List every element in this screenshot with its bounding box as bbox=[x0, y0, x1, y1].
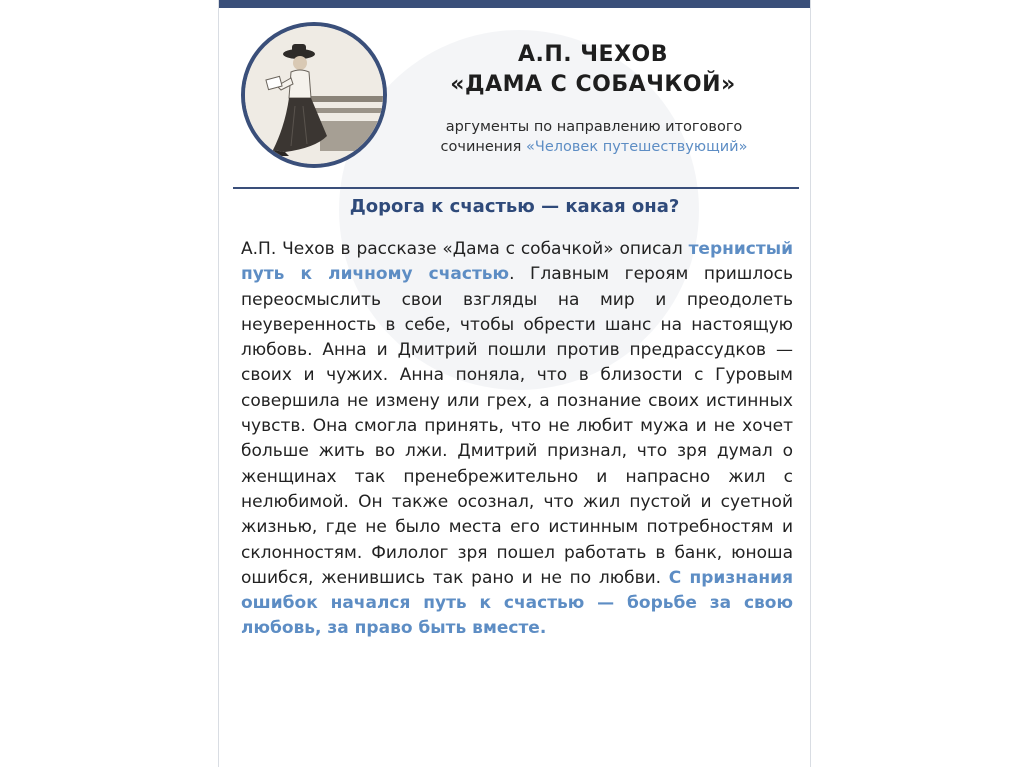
body-highlight-2: С признания ошибок начался путь к счастью — борьбе за свою любовь, за право быть вместе. bbox=[241, 567, 793, 639]
body-text-1: А.П. Чехов в рассказе «Дама с собачкой» описал bbox=[241, 239, 689, 259]
subtitle-accent: «Человек путешествующий» bbox=[526, 139, 748, 155]
body-text-2: . Главным героям пришлось переосмыслить свои взгляды на мир и преодолеть неуверенность в себе, чтобы обрести шанс на настоящую любовь. Анна и Дмитрий пошли против предрассудков — своих и чужих. Анна поняла, что в близости с Гуровым совершила не измену или грех, а познание своих истинных чувств. Она смогла принять, что не любит мужа и не хочет больше жить во лжи. Дмитрий признал, что зря думал о женщинах так пренебрежительно и напрасно жил с нелюбимой. Он также осознал, что жил пустой и суетной жизнью, где не было места его истинным потребностям и склонностям. Филолог зря пошел работать в банк, юноша ошибся, женившись так рано и не по любви. bbox=[241, 264, 793, 588]
subtitle-line-1: аргументы по направлению итогового bbox=[445, 119, 743, 135]
section-heading: Дорога к счастью — какая она? bbox=[349, 196, 680, 217]
section-divider bbox=[233, 187, 799, 189]
body-paragraph bbox=[241, 237, 793, 642]
woman-portrait-icon bbox=[245, 26, 383, 164]
page-title-author: А.П. ЧЕХОВ bbox=[517, 42, 669, 67]
document-page bbox=[218, 0, 811, 767]
subtitle-line-2 bbox=[409, 137, 779, 158]
top-accent-bar bbox=[219, 0, 810, 8]
subtitle-prefix: сочинения bbox=[440, 139, 527, 155]
page-title-work: «ДАМА С СОБАЧКОЙ» bbox=[450, 72, 736, 97]
body-highlight-1: тернистый путь к личному счастью bbox=[241, 239, 793, 285]
portrait-illustration bbox=[241, 22, 387, 168]
